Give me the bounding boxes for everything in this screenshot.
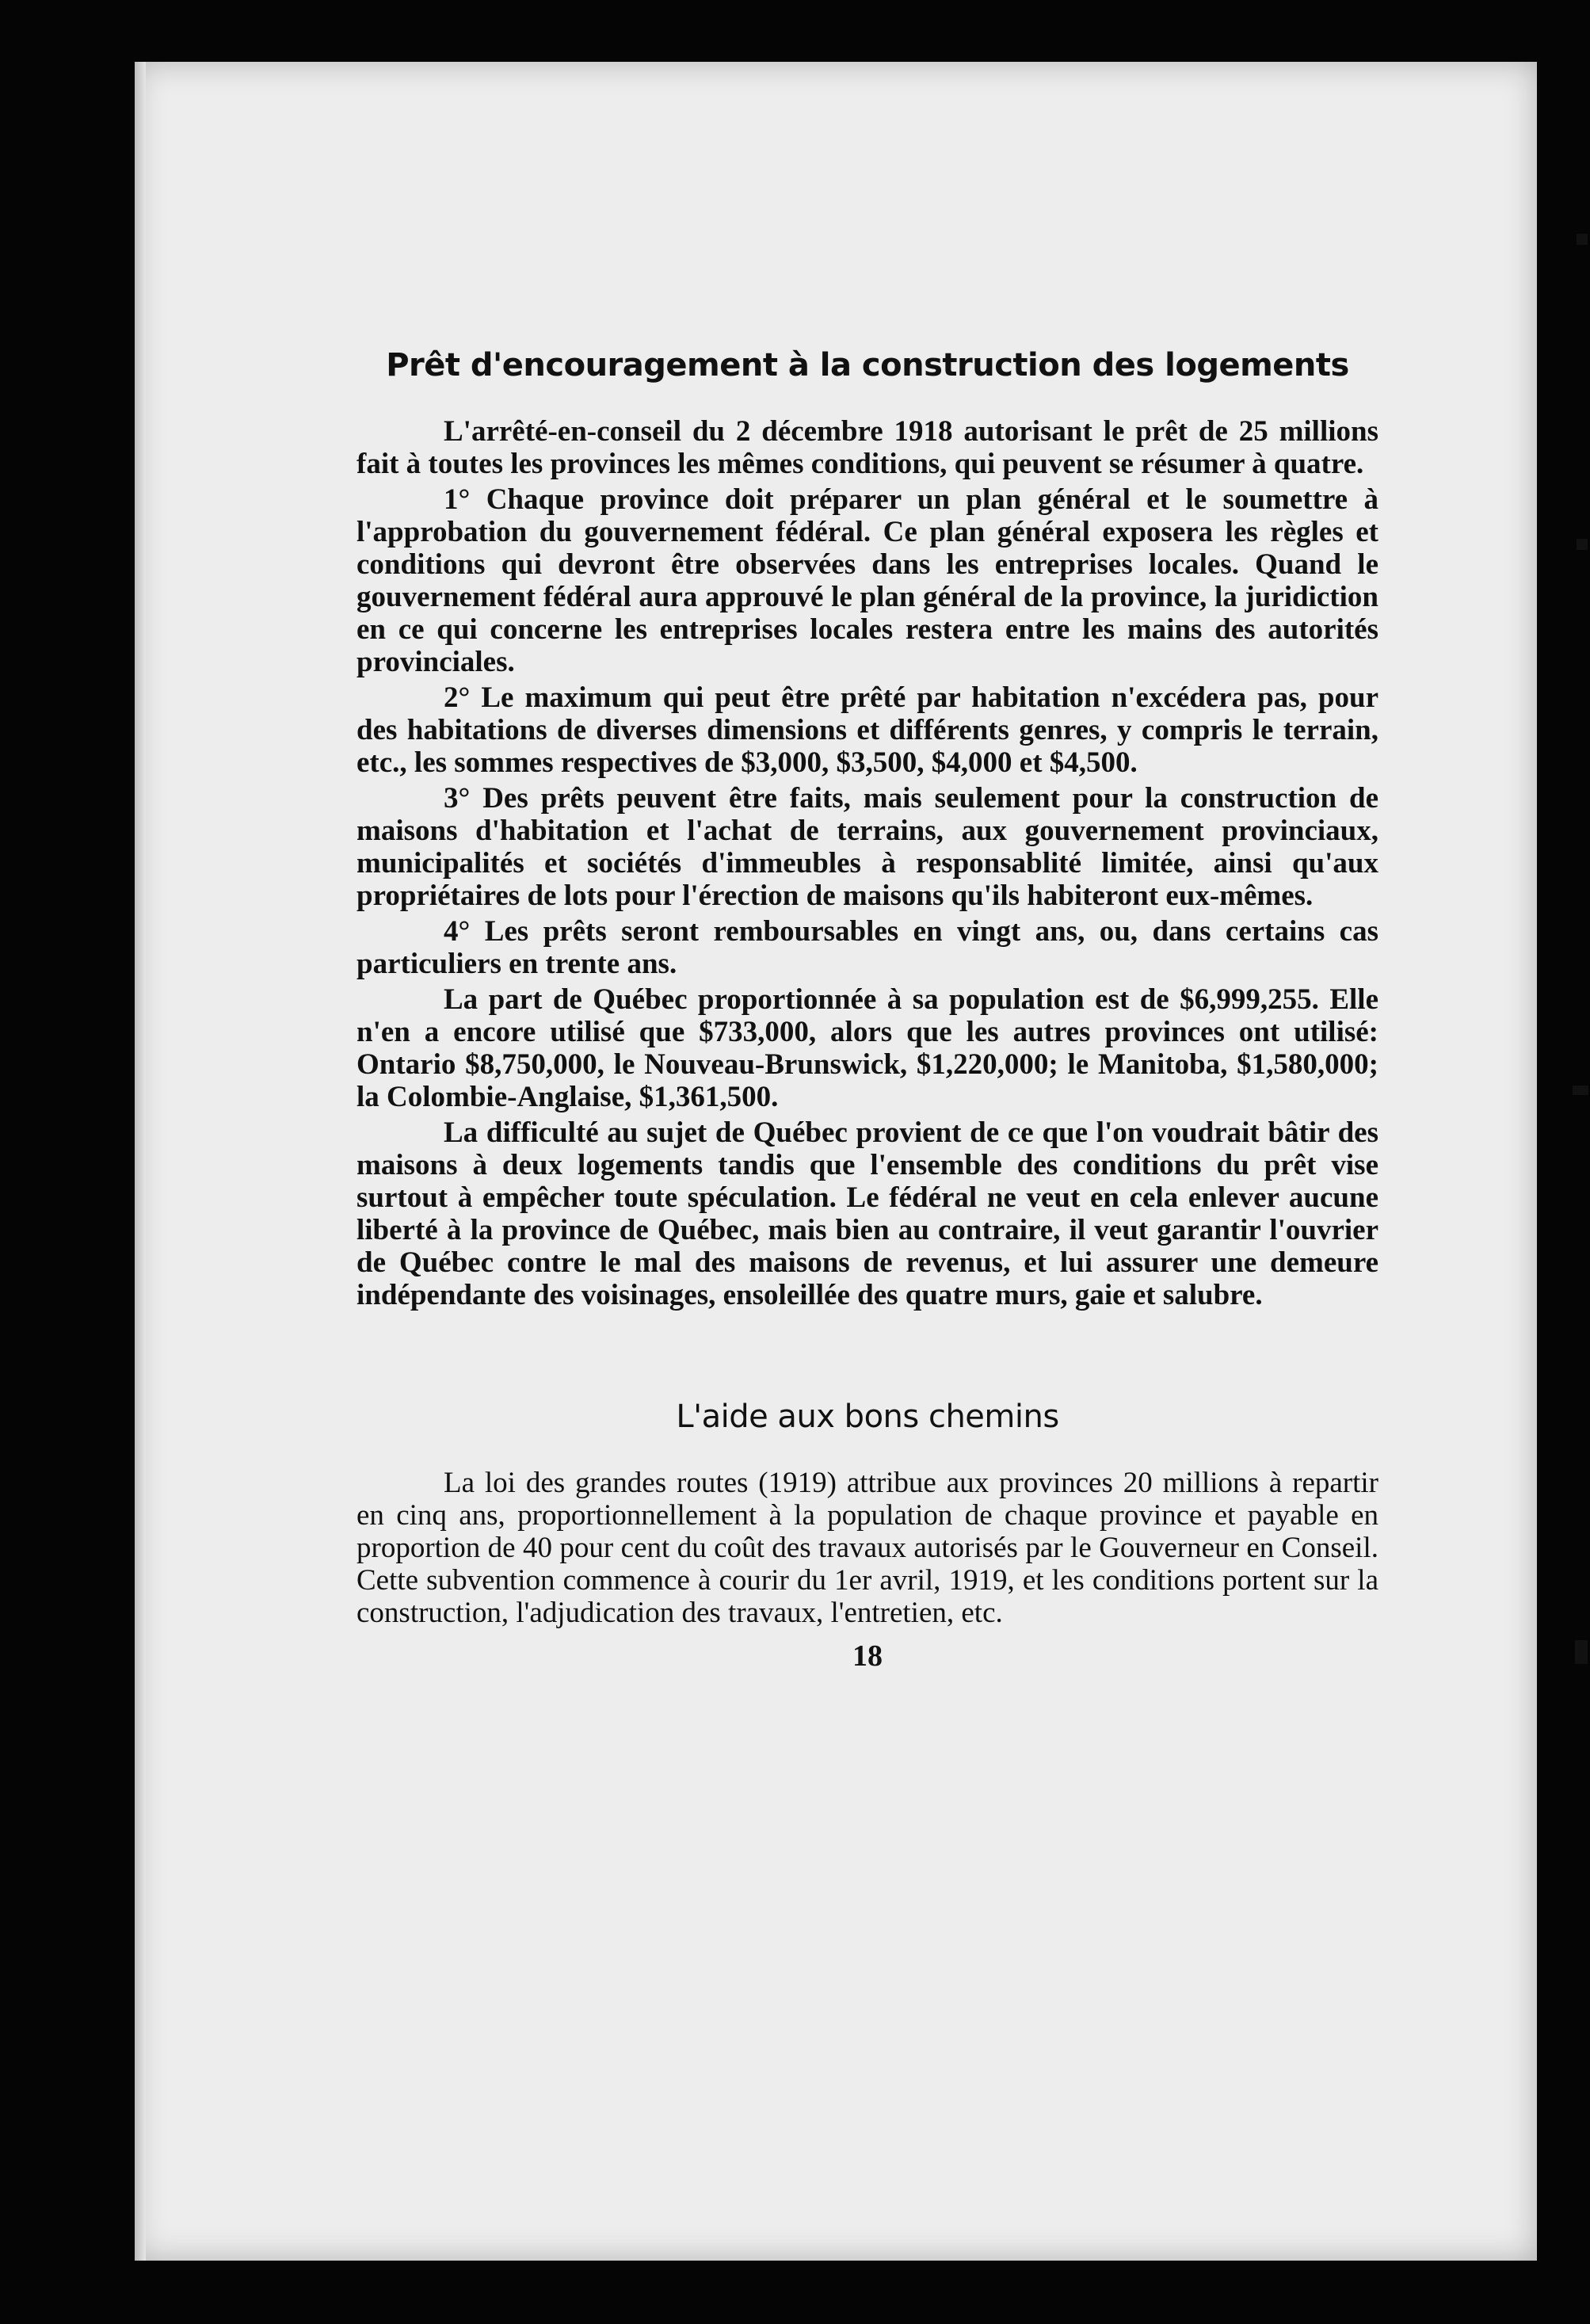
right-edge-mark: [1577, 539, 1588, 550]
paragraph-quebec-difficulty: La difficulté au sujet de Québec provient de ce que l'on voudrait bâtir des maisons à deux logements tandis que l'ensemble des conditions du prêt vise surtout à empêcher toute spéculation. Le fédéral ne veut en cela enlever aucune liberté à la province de Québec, mais bien au contraire, il veut garantir l'ouvrier de Québec contre le mal des maisons de revenus, et lui assurer une demeure indépendante des voisinages, ensoleillée des quatre murs, gaie et salubre.: [357, 1116, 1378, 1311]
paragraph-condition-3: 3° Des prêts peuvent être faits, mais seulement pour la construction de maisons d'habitation et l'achat de terrains, aux gouvernement provinciaux, municipalités et sociétés d'immeubles à responsablité limitée, ainsi qu'aux propriétaires de lots pour l'érection de maisons qu'ils habiteront eux-mêmes.: [357, 782, 1378, 912]
paragraph-quebec-share: La part de Québec proportionnée à sa population est de $6,999,255. Elle n'en a encore utilisé que $733,000, alors que les autres provinces ont utilisé: Ontario $8,750,000, le Nouveau-Brunswick, $1,220,000; le Manitoba, $1,580,000; la Colombie-Anglaise, $1,361,500.: [357, 983, 1378, 1113]
right-edge-mark: [1575, 1640, 1588, 1664]
paragraph-highways-act: La loi des grandes routes (1919) attribue aux provinces 20 millions à repartir en cinq ans, proportionnellement à la population de chaque province et payable en proportion de 40 pour cent du coût des travaux autorisés par le Gouverneur en Conseil. Cette subvention commence à courir du 1er avril, 1919, et les conditions portent sur la construction, l'adjudication des travaux, l'entretien, etc.: [357, 1467, 1378, 1629]
page-edge-shadow: [135, 62, 146, 2261]
page-content: [357, 300, 1378, 1673]
right-edge-mark: [1573, 1086, 1588, 1095]
paragraph-condition-2: 2° Le maximum qui peut être prêté par habitation n'excédera pas, pour des habitations de diverses dimensions et différents genres, y compris le terrain, etc., les sommes respectives de $3,000, $3,500, $4,000 et $4,500.: [357, 681, 1378, 779]
page-number: 18: [852, 1639, 883, 1673]
section-title-good-roads: L'aide aux bons chemins: [676, 1399, 1059, 1435]
document-page: [135, 62, 1537, 2261]
paragraph-condition-1: 1° Chaque province doit préparer un plan général et le soumettre à l'approbation du gouvernement fédéral. Ce plan général exposera les règles et conditions qui devront être observées dans les entreprises locales. Quand le gouvernement fédéral aura approuvé le plan général de la province, la juridiction en ce qui concerne les entreprises locales restera entre les mains des autorités provinciales.: [357, 483, 1378, 678]
right-edge-mark: [1577, 234, 1588, 245]
paragraph-intro: L'arrêté-en-conseil du 2 décembre 1918 autorisant le prêt de 25 millions fait à toutes les provinces les mêmes conditions, qui peuvent se résumer à quatre.: [357, 415, 1378, 480]
section-title-housing-loan: Prêt d'encouragement à la construction des logements: [386, 347, 1349, 384]
paragraph-condition-4: 4° Les prêts seront remboursables en vingt ans, ou, dans certains cas particuliers en trente ans.: [357, 915, 1378, 980]
